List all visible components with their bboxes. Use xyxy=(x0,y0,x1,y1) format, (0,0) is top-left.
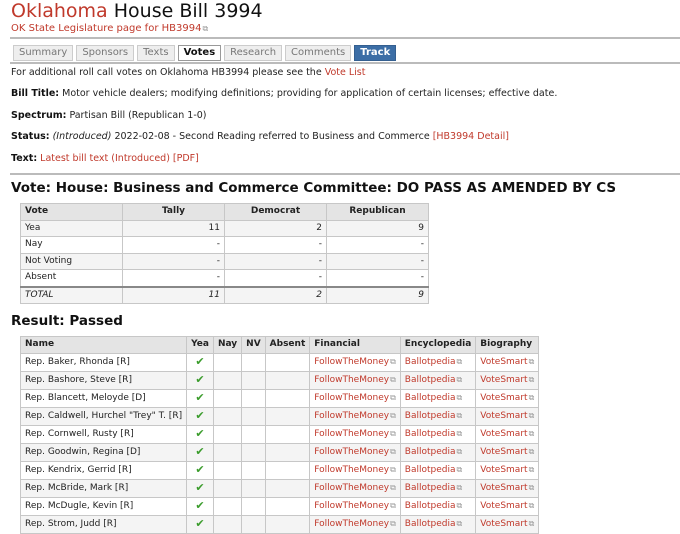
ballotpedia-link[interactable]: Ballotpedia xyxy=(404,447,456,457)
tally-row-yea: Yea 11 2 9 xyxy=(21,220,429,237)
bill-text-pdf-link[interactable]: Latest bill text (Introduced) [PDF] xyxy=(40,153,199,164)
external-link-icon: ⧉ xyxy=(456,357,463,366)
external-link-icon: ⧉ xyxy=(390,429,396,438)
bill-name: House Bill 3994 xyxy=(113,0,263,22)
votesmart-link[interactable]: VoteSmart xyxy=(480,375,528,385)
table-row xyxy=(21,425,539,443)
external-link-icon: ⧉ xyxy=(528,393,535,402)
ballotpedia-link[interactable]: Ballotpedia xyxy=(404,465,456,475)
external-link-icon: ⧉ xyxy=(528,483,535,492)
tally-row-absent: Absent - - - xyxy=(21,270,429,287)
followthemoney-link[interactable]: FollowTheMoney xyxy=(314,375,390,385)
external-link-icon: ⧉ xyxy=(390,447,396,456)
tally-row-not-voting: Not Voting - - - xyxy=(21,253,429,270)
tab-research[interactable]: Research xyxy=(224,45,282,61)
spectrum-line: Spectrum: Partisan Bill (Republican 1-0) xyxy=(11,110,207,121)
ballotpedia-link[interactable]: Ballotpedia xyxy=(404,483,456,493)
external-link-icon: ⧉ xyxy=(390,357,396,366)
external-link-icon: ⧉ xyxy=(528,465,535,474)
ballotpedia-link[interactable]: Ballotpedia xyxy=(404,375,456,385)
member-name: Rep. Caldwell, Hurchel "Trey" T. [R] xyxy=(21,407,187,425)
votesmart-link[interactable]: VoteSmart xyxy=(480,483,528,493)
table-row xyxy=(21,371,539,389)
external-link-icon: ⧉ xyxy=(528,375,535,384)
tab-texts[interactable]: Texts xyxy=(137,45,174,61)
votesmart-link[interactable]: VoteSmart xyxy=(480,429,528,439)
divider xyxy=(10,62,680,64)
followthemoney-link[interactable]: FollowTheMoney xyxy=(314,393,390,403)
tab-comments[interactable]: Comments xyxy=(285,45,351,61)
table-row xyxy=(21,407,539,425)
roll-call-note: For additional roll call votes on Oklahoma HB3994 please see the Vote List xyxy=(11,67,366,78)
external-link-icon: ⧉ xyxy=(390,501,396,510)
tally-row-nay: Nay - - - xyxy=(21,237,429,254)
tab-summary[interactable]: Summary xyxy=(13,45,73,61)
tab-votes[interactable]: Votes xyxy=(178,45,222,61)
checkmark-icon: ✔ xyxy=(195,372,205,386)
state-legislature-link[interactable]: OK State Legislature page for HB3994 xyxy=(11,23,202,34)
page-title xyxy=(11,0,263,22)
votesmart-link[interactable]: VoteSmart xyxy=(480,393,528,403)
external-link-icon: ⧉ xyxy=(528,519,535,528)
followthemoney-link[interactable]: FollowTheMoney xyxy=(314,465,390,475)
member-name: Rep. Kendrix, Gerrid [R] xyxy=(21,461,187,479)
table-row xyxy=(21,389,539,407)
followthemoney-link[interactable]: FollowTheMoney xyxy=(314,519,390,529)
votesmart-link[interactable]: VoteSmart xyxy=(480,447,528,457)
text-line: Text: Latest bill text (Introduced) [PDF] xyxy=(11,153,199,164)
tally-table xyxy=(20,203,429,304)
track-button[interactable]: Track xyxy=(354,45,396,61)
vote-title: Vote: House: Business and Commerce Committee: DO PASS AS AMENDED BY CS xyxy=(11,180,617,196)
checkmark-icon: ✔ xyxy=(195,408,205,422)
ballotpedia-link[interactable]: Ballotpedia xyxy=(404,429,456,439)
member-name: Rep. Cornwell, Rusty [R] xyxy=(21,425,187,443)
external-link-icon: ⧉ xyxy=(390,465,396,474)
external-link-icon: ⧉ xyxy=(202,24,209,33)
ballotpedia-link[interactable]: Ballotpedia xyxy=(404,411,456,421)
vote-list-link[interactable]: Vote List xyxy=(324,67,366,78)
external-link-icon: ⧉ xyxy=(456,447,463,456)
member-name: Rep. Goodwin, Regina [D] xyxy=(21,443,187,461)
checkmark-icon: ✔ xyxy=(195,444,205,458)
member-name: Rep. Strom, Judd [R] xyxy=(21,515,187,533)
external-link-icon: ⧉ xyxy=(390,519,396,528)
ballotpedia-link[interactable]: Ballotpedia xyxy=(404,501,456,511)
result-heading: Result: Passed xyxy=(11,313,123,329)
table-row xyxy=(21,353,539,371)
external-link-icon: ⧉ xyxy=(456,483,463,492)
votesmart-link[interactable]: VoteSmart xyxy=(480,357,528,367)
external-link-icon: ⧉ xyxy=(456,501,463,510)
checkmark-icon: ✔ xyxy=(195,462,205,476)
checkmark-icon: ✔ xyxy=(195,426,205,440)
external-link-icon: ⧉ xyxy=(528,501,535,510)
table-row xyxy=(21,443,539,461)
external-link-icon: ⧉ xyxy=(528,357,535,366)
member-name: Rep. Baker, Rhonda [R] xyxy=(21,353,187,371)
member-header-row: Name Yea Nay NV Absent Financial Encyclopedia Biography xyxy=(21,337,539,354)
external-link-icon: ⧉ xyxy=(528,411,535,420)
bill-title-line: Bill Title: Motor vehicle dealers; modifying definitions; providing for application of certain licenses; effective date. xyxy=(11,88,558,99)
checkmark-icon: ✔ xyxy=(195,516,205,530)
member-name: Rep. Bashore, Steve [R] xyxy=(21,371,187,389)
followthemoney-link[interactable]: FollowTheMoney xyxy=(314,357,390,367)
table-row xyxy=(21,497,539,515)
external-link-icon: ⧉ xyxy=(456,429,463,438)
ballotpedia-link[interactable]: Ballotpedia xyxy=(404,357,456,367)
external-link-icon: ⧉ xyxy=(456,519,463,528)
external-link-icon: ⧉ xyxy=(456,465,463,474)
external-link-icon: ⧉ xyxy=(456,393,463,402)
spectrum-value: Partisan Bill (Republican 1-0) xyxy=(69,110,207,121)
external-link-icon: ⧉ xyxy=(456,375,463,384)
page-header xyxy=(11,0,263,35)
external-link-icon: ⧉ xyxy=(390,375,396,384)
external-link-icon: ⧉ xyxy=(528,447,535,456)
followthemoney-link[interactable]: FollowTheMoney xyxy=(314,501,390,511)
checkmark-icon: ✔ xyxy=(195,480,205,494)
state-name: Oklahoma xyxy=(11,0,108,22)
votesmart-link[interactable]: VoteSmart xyxy=(480,519,528,529)
external-link-icon: ⧉ xyxy=(390,411,396,420)
external-link-icon: ⧉ xyxy=(390,393,396,402)
checkmark-icon: ✔ xyxy=(195,498,205,512)
votesmart-link[interactable]: VoteSmart xyxy=(480,411,528,421)
status-stage: (Introduced) xyxy=(52,131,112,142)
external-link-icon: ⧉ xyxy=(528,429,535,438)
bill-detail-link[interactable]: [HB3994 Detail] xyxy=(432,131,509,142)
member-vote-table xyxy=(20,336,539,534)
votesmart-link[interactable]: VoteSmart xyxy=(480,465,528,475)
checkmark-icon: ✔ xyxy=(195,354,205,368)
followthemoney-link[interactable]: FollowTheMoney xyxy=(314,483,390,493)
member-name: Rep. McBride, Mark [R] xyxy=(21,479,187,497)
tally-header-row: Vote Tally Democrat Republican xyxy=(21,204,429,221)
status-value: 2022-02-08 - Second Reading referred to Business and Commerce xyxy=(111,131,433,142)
followthemoney-link[interactable]: FollowTheMoney xyxy=(314,429,390,439)
member-name: Rep. Blancett, Meloyde [D] xyxy=(21,389,187,407)
table-row xyxy=(21,479,539,497)
ballotpedia-link[interactable]: Ballotpedia xyxy=(404,519,456,529)
ballotpedia-link[interactable]: Ballotpedia xyxy=(404,393,456,403)
divider xyxy=(10,37,680,39)
followthemoney-link[interactable]: FollowTheMoney xyxy=(314,411,390,421)
votesmart-link[interactable]: VoteSmart xyxy=(480,501,528,511)
checkmark-icon: ✔ xyxy=(195,390,205,404)
followthemoney-link[interactable]: FollowTheMoney xyxy=(314,447,390,457)
tab-bar xyxy=(13,45,396,61)
status-line: Status: (Introduced) 2022-02-08 - Second Reading referred to Business and Commerce [HB3994 Detail] xyxy=(11,131,509,142)
divider xyxy=(10,173,680,175)
member-name: Rep. McDugle, Kevin [R] xyxy=(21,497,187,515)
external-link-icon: ⧉ xyxy=(390,483,396,492)
tally-row-total: TOTAL 11 2 9 xyxy=(21,287,429,304)
tab-sponsors[interactable]: Sponsors xyxy=(76,45,134,61)
external-link-icon: ⧉ xyxy=(456,411,463,420)
table-row xyxy=(21,461,539,479)
bill-title-value: Motor vehicle dealers; modifying definitions; providing for application of certain licenses; effective date. xyxy=(62,88,558,99)
